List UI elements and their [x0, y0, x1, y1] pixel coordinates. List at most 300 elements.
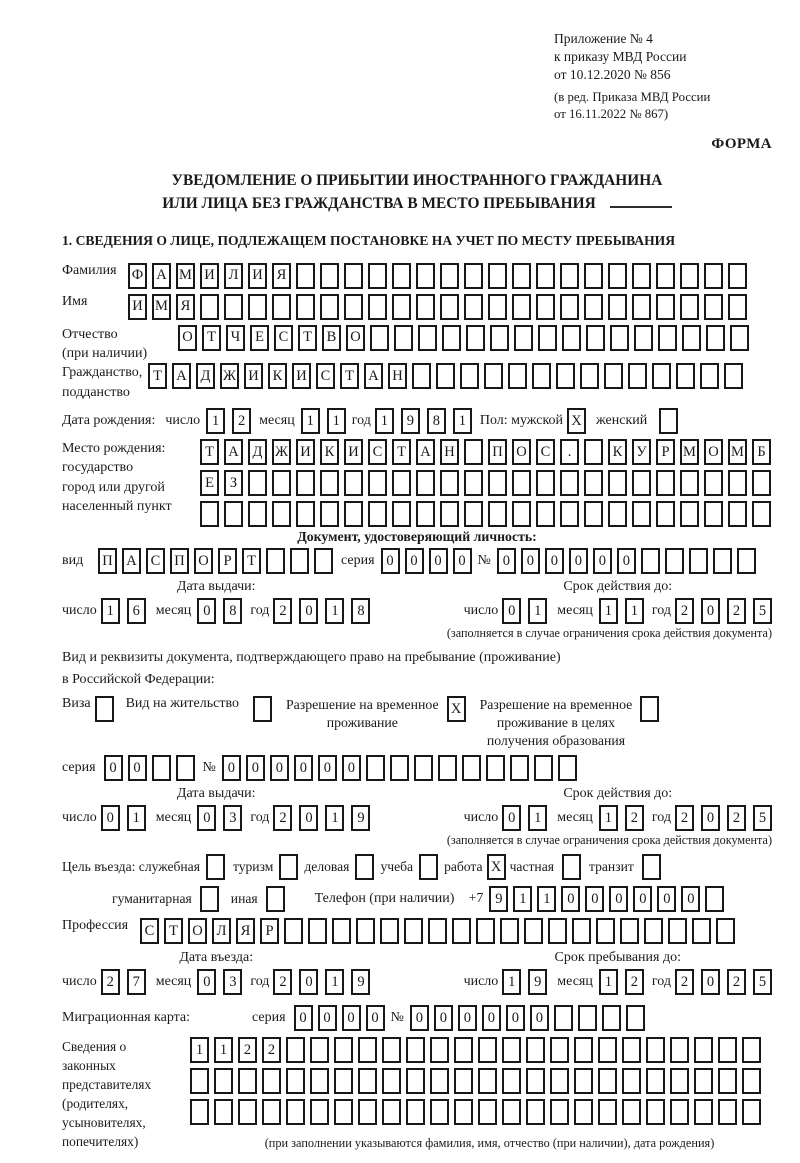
form-cell[interactable] — [460, 363, 479, 389]
form-cell[interactable] — [718, 1037, 737, 1063]
form-cell[interactable] — [682, 325, 701, 351]
form-cell[interactable] — [656, 470, 675, 496]
form-cell[interactable]: 0 — [270, 755, 289, 781]
form-cell[interactable] — [438, 755, 457, 781]
form-cell[interactable] — [464, 501, 483, 527]
form-cell[interactable] — [272, 501, 291, 527]
form-cell[interactable]: 0 — [128, 755, 147, 781]
form-cell[interactable] — [692, 918, 711, 944]
form-cell[interactable] — [224, 501, 243, 527]
form-cell[interactable]: 0 — [453, 548, 472, 574]
form-cell[interactable] — [634, 325, 653, 351]
form-cell[interactable] — [262, 1099, 281, 1125]
form-cell[interactable] — [462, 755, 481, 781]
form-cell[interactable] — [286, 1099, 305, 1125]
form-cell[interactable]: У — [632, 439, 651, 465]
form-cell[interactable] — [536, 470, 555, 496]
form-cell[interactable] — [466, 325, 485, 351]
purpose-tourism-checkbox-cell[interactable] — [279, 854, 298, 880]
form-cell[interactable] — [356, 918, 375, 944]
form-cell[interactable]: 2 — [727, 969, 746, 995]
form-cell[interactable] — [584, 501, 603, 527]
form-cell[interactable] — [296, 263, 315, 289]
form-cell[interactable] — [728, 294, 747, 320]
form-cell[interactable] — [752, 501, 771, 527]
form-cell[interactable] — [596, 918, 615, 944]
form-cell[interactable] — [394, 325, 413, 351]
form-cell[interactable] — [454, 1037, 473, 1063]
form-cell[interactable] — [488, 294, 507, 320]
form-cell[interactable]: 1 — [101, 598, 120, 624]
purpose-official-checkbox-cell[interactable] — [206, 854, 225, 880]
form-cell[interactable]: 0 — [561, 886, 580, 912]
form-cell[interactable] — [392, 470, 411, 496]
form-cell[interactable]: 1 — [375, 408, 394, 434]
form-cell[interactable] — [190, 1099, 209, 1125]
form-cell[interactable]: Т — [392, 439, 411, 465]
form-cell[interactable] — [646, 1037, 665, 1063]
form-cell[interactable]: 2 — [675, 969, 694, 995]
form-cell[interactable]: Ф — [128, 263, 147, 289]
form-cell[interactable]: А — [152, 263, 171, 289]
form-cell[interactable]: 0 — [381, 548, 400, 574]
form-cell[interactable] — [700, 363, 719, 389]
form-cell[interactable] — [296, 470, 315, 496]
form-cell[interactable] — [632, 263, 651, 289]
form-cell[interactable]: 2 — [101, 969, 120, 995]
form-cell[interactable]: О — [188, 918, 207, 944]
form-cell[interactable] — [538, 325, 557, 351]
form-cell[interactable]: Ж — [220, 363, 239, 389]
form-cell[interactable]: 2 — [675, 805, 694, 831]
form-cell[interactable]: Ж — [272, 439, 291, 465]
form-cell[interactable] — [694, 1037, 713, 1063]
form-cell[interactable] — [536, 501, 555, 527]
female-checkbox-cell[interactable] — [659, 408, 678, 434]
form-cell[interactable] — [694, 1068, 713, 1094]
form-cell[interactable] — [670, 1068, 689, 1094]
form-cell[interactable] — [176, 755, 195, 781]
form-cell[interactable] — [689, 548, 708, 574]
form-cell[interactable] — [608, 294, 627, 320]
form-cell[interactable]: 2 — [262, 1037, 281, 1063]
form-cell[interactable]: И — [292, 363, 311, 389]
purpose-study-checkbox-cell[interactable] — [419, 854, 438, 880]
form-cell[interactable] — [704, 263, 723, 289]
form-cell[interactable]: Я — [272, 263, 291, 289]
form-cell[interactable] — [646, 1099, 665, 1125]
form-cell[interactable] — [598, 1099, 617, 1125]
form-cell[interactable]: 0 — [530, 1005, 549, 1031]
form-cell[interactable]: 1 — [453, 408, 472, 434]
form-cell[interactable]: 9 — [489, 886, 508, 912]
form-cell[interactable]: И — [244, 363, 263, 389]
form-cell[interactable] — [380, 918, 399, 944]
form-cell[interactable] — [344, 263, 363, 289]
form-cell[interactable]: 0 — [197, 805, 216, 831]
form-cell[interactable] — [724, 363, 743, 389]
form-cell[interactable]: 0 — [246, 755, 265, 781]
purpose-private-checkbox-cell[interactable] — [562, 854, 581, 880]
purpose-business-checkbox-cell[interactable] — [355, 854, 374, 880]
form-cell[interactable]: С — [536, 439, 555, 465]
form-cell[interactable] — [430, 1037, 449, 1063]
form-cell[interactable] — [382, 1068, 401, 1094]
form-cell[interactable] — [598, 1037, 617, 1063]
form-cell[interactable] — [680, 263, 699, 289]
form-cell[interactable] — [152, 755, 171, 781]
form-cell[interactable]: 0 — [299, 969, 318, 995]
form-cell[interactable]: 8 — [351, 598, 370, 624]
form-cell[interactable] — [524, 918, 543, 944]
form-cell[interactable] — [320, 263, 339, 289]
form-cell[interactable]: 1 — [327, 408, 346, 434]
form-cell[interactable] — [488, 470, 507, 496]
form-cell[interactable] — [290, 548, 309, 574]
form-cell[interactable] — [514, 325, 533, 351]
form-cell[interactable] — [620, 918, 639, 944]
form-cell[interactable]: 0 — [101, 805, 120, 831]
form-cell[interactable] — [536, 294, 555, 320]
form-cell[interactable] — [676, 363, 695, 389]
form-cell[interactable]: А — [172, 363, 191, 389]
form-cell[interactable] — [266, 548, 285, 574]
form-cell[interactable] — [574, 1037, 593, 1063]
form-cell[interactable]: А — [224, 439, 243, 465]
form-cell[interactable] — [646, 1068, 665, 1094]
form-cell[interactable] — [428, 918, 447, 944]
form-cell[interactable]: 5 — [753, 598, 772, 624]
form-cell[interactable] — [680, 294, 699, 320]
form-cell[interactable] — [454, 1068, 473, 1094]
form-cell[interactable] — [558, 755, 577, 781]
form-cell[interactable] — [608, 501, 627, 527]
form-cell[interactable]: 1 — [214, 1037, 233, 1063]
form-cell[interactable]: 0 — [366, 1005, 385, 1031]
form-cell[interactable]: 1 — [528, 598, 547, 624]
form-cell[interactable]: 0 — [429, 548, 448, 574]
form-cell[interactable]: 0 — [410, 1005, 429, 1031]
form-cell[interactable]: 2 — [727, 805, 746, 831]
form-cell[interactable]: 1 — [528, 805, 547, 831]
form-cell[interactable]: 5 — [753, 969, 772, 995]
form-cell[interactable] — [200, 294, 219, 320]
form-cell[interactable]: 2 — [238, 1037, 257, 1063]
form-cell[interactable] — [440, 501, 459, 527]
form-cell[interactable]: 0 — [342, 755, 361, 781]
form-cell[interactable]: И — [344, 439, 363, 465]
form-cell[interactable]: 9 — [528, 969, 547, 995]
form-cell[interactable] — [404, 918, 423, 944]
form-cell[interactable] — [344, 294, 363, 320]
form-cell[interactable] — [562, 325, 581, 351]
form-cell[interactable] — [510, 755, 529, 781]
form-cell[interactable]: Д — [196, 363, 215, 389]
visa-checkbox-cell[interactable] — [95, 696, 114, 722]
form-cell[interactable]: Н — [388, 363, 407, 389]
form-cell[interactable] — [440, 470, 459, 496]
form-cell[interactable]: 0 — [701, 969, 720, 995]
form-cell[interactable] — [418, 325, 437, 351]
form-cell[interactable]: Т — [202, 325, 221, 351]
form-cell[interactable] — [580, 363, 599, 389]
form-cell[interactable] — [622, 1068, 641, 1094]
form-cell[interactable]: 0 — [701, 805, 720, 831]
form-cell[interactable]: 2 — [675, 598, 694, 624]
form-cell[interactable] — [716, 918, 735, 944]
form-cell[interactable] — [665, 548, 684, 574]
form-cell[interactable] — [560, 263, 579, 289]
form-cell[interactable] — [390, 755, 409, 781]
form-cell[interactable]: 6 — [127, 598, 146, 624]
form-cell[interactable] — [414, 755, 433, 781]
form-cell[interactable] — [406, 1037, 425, 1063]
form-cell[interactable]: 0 — [197, 598, 216, 624]
form-cell[interactable] — [484, 363, 503, 389]
purpose-transit-checkbox-cell[interactable] — [642, 854, 661, 880]
form-cell[interactable] — [610, 325, 629, 351]
purpose-work-checkbox-cell[interactable]: X — [487, 854, 506, 880]
form-cell[interactable]: К — [268, 363, 287, 389]
form-cell[interactable] — [430, 1099, 449, 1125]
form-cell[interactable] — [704, 501, 723, 527]
form-cell[interactable]: Р — [260, 918, 279, 944]
temporary-residence-education-checkbox-cell[interactable] — [640, 696, 659, 722]
form-cell[interactable] — [584, 470, 603, 496]
form-cell[interactable] — [584, 263, 603, 289]
form-cell[interactable]: 0 — [482, 1005, 501, 1031]
form-cell[interactable] — [248, 501, 267, 527]
form-cell[interactable] — [416, 470, 435, 496]
form-cell[interactable] — [488, 263, 507, 289]
form-cell[interactable] — [286, 1037, 305, 1063]
form-cell[interactable] — [644, 918, 663, 944]
form-cell[interactable] — [500, 918, 519, 944]
form-cell[interactable] — [604, 363, 623, 389]
form-cell[interactable]: 0 — [405, 548, 424, 574]
form-cell[interactable]: Е — [200, 470, 219, 496]
form-cell[interactable]: 8 — [427, 408, 446, 434]
form-cell[interactable]: 0 — [342, 1005, 361, 1031]
form-cell[interactable] — [334, 1037, 353, 1063]
form-cell[interactable] — [706, 325, 725, 351]
form-cell[interactable]: 0 — [104, 755, 123, 781]
residence-permit-checkbox-cell[interactable] — [253, 696, 272, 722]
form-cell[interactable]: М — [176, 263, 195, 289]
form-cell[interactable] — [622, 1037, 641, 1063]
form-cell[interactable] — [584, 439, 603, 465]
form-cell[interactable] — [586, 325, 605, 351]
form-cell[interactable] — [430, 1068, 449, 1094]
form-cell[interactable] — [320, 294, 339, 320]
form-cell[interactable]: А — [364, 363, 383, 389]
form-cell[interactable] — [478, 1099, 497, 1125]
form-cell[interactable] — [536, 263, 555, 289]
form-cell[interactable]: О — [512, 439, 531, 465]
form-cell[interactable] — [668, 918, 687, 944]
form-cell[interactable]: 0 — [222, 755, 241, 781]
form-cell[interactable] — [560, 501, 579, 527]
form-cell[interactable]: Л — [224, 263, 243, 289]
form-cell[interactable]: 1 — [127, 805, 146, 831]
form-cell[interactable] — [314, 548, 333, 574]
form-cell[interactable] — [370, 325, 389, 351]
form-cell[interactable] — [728, 501, 747, 527]
form-cell[interactable] — [320, 470, 339, 496]
form-cell[interactable] — [406, 1068, 425, 1094]
form-cell[interactable]: Б — [752, 439, 771, 465]
form-cell[interactable] — [464, 294, 483, 320]
form-cell[interactable]: 0 — [502, 805, 521, 831]
title-blank-underline[interactable] — [610, 194, 672, 208]
form-cell[interactable] — [718, 1068, 737, 1094]
form-cell[interactable] — [368, 501, 387, 527]
form-cell[interactable] — [512, 470, 531, 496]
form-cell[interactable] — [526, 1037, 545, 1063]
form-cell[interactable] — [464, 263, 483, 289]
form-cell[interactable] — [502, 1037, 521, 1063]
form-cell[interactable] — [658, 325, 677, 351]
form-cell[interactable]: 1 — [599, 598, 618, 624]
form-cell[interactable]: С — [274, 325, 293, 351]
form-cell[interactable]: И — [200, 263, 219, 289]
form-cell[interactable] — [526, 1068, 545, 1094]
purpose-humanitarian-checkbox-cell[interactable] — [200, 886, 219, 912]
form-cell[interactable]: 0 — [506, 1005, 525, 1031]
form-cell[interactable] — [344, 501, 363, 527]
form-cell[interactable] — [454, 1099, 473, 1125]
form-cell[interactable] — [284, 918, 303, 944]
form-cell[interactable]: С — [140, 918, 159, 944]
form-cell[interactable] — [574, 1099, 593, 1125]
form-cell[interactable] — [214, 1068, 233, 1094]
form-cell[interactable]: Д — [248, 439, 267, 465]
form-cell[interactable]: Е — [250, 325, 269, 351]
form-cell[interactable] — [334, 1099, 353, 1125]
form-cell[interactable] — [368, 470, 387, 496]
form-cell[interactable] — [296, 294, 315, 320]
form-cell[interactable]: Н — [440, 439, 459, 465]
form-cell[interactable]: 3 — [223, 969, 242, 995]
form-cell[interactable]: 1 — [325, 805, 344, 831]
form-cell[interactable]: 1 — [502, 969, 521, 995]
form-cell[interactable]: Т — [242, 548, 261, 574]
form-cell[interactable] — [632, 294, 651, 320]
form-cell[interactable] — [490, 325, 509, 351]
form-cell[interactable] — [224, 294, 243, 320]
form-cell[interactable] — [476, 918, 495, 944]
form-cell[interactable]: 1 — [325, 969, 344, 995]
form-cell[interactable]: О — [346, 325, 365, 351]
form-cell[interactable] — [742, 1068, 761, 1094]
form-cell[interactable]: 1 — [206, 408, 225, 434]
form-cell[interactable] — [478, 1037, 497, 1063]
form-cell[interactable] — [656, 263, 675, 289]
form-cell[interactable]: М — [728, 439, 747, 465]
form-cell[interactable]: В — [322, 325, 341, 351]
form-cell[interactable]: 1 — [599, 805, 618, 831]
form-cell[interactable]: Т — [148, 363, 167, 389]
form-cell[interactable]: 0 — [545, 548, 564, 574]
form-cell[interactable] — [334, 1068, 353, 1094]
form-cell[interactable]: С — [146, 548, 165, 574]
form-cell[interactable] — [512, 294, 531, 320]
form-cell[interactable]: 2 — [625, 805, 644, 831]
form-cell[interactable] — [704, 294, 723, 320]
form-cell[interactable]: П — [170, 548, 189, 574]
form-cell[interactable] — [320, 501, 339, 527]
form-cell[interactable]: 0 — [585, 886, 604, 912]
form-cell[interactable] — [214, 1099, 233, 1125]
form-cell[interactable]: З — [224, 470, 243, 496]
form-cell[interactable]: И — [296, 439, 315, 465]
form-cell[interactable]: 0 — [657, 886, 676, 912]
form-cell[interactable] — [286, 1068, 305, 1094]
form-cell[interactable] — [718, 1099, 737, 1125]
form-cell[interactable] — [572, 918, 591, 944]
form-cell[interactable] — [608, 470, 627, 496]
form-cell[interactable] — [200, 501, 219, 527]
form-cell[interactable] — [358, 1037, 377, 1063]
form-cell[interactable] — [406, 1099, 425, 1125]
form-cell[interactable]: 1 — [325, 598, 344, 624]
form-cell[interactable]: 0 — [701, 598, 720, 624]
form-cell[interactable] — [440, 294, 459, 320]
form-cell[interactable] — [332, 918, 351, 944]
form-cell[interactable] — [416, 294, 435, 320]
form-cell[interactable] — [608, 263, 627, 289]
form-cell[interactable]: 0 — [318, 1005, 337, 1031]
form-cell[interactable]: 2 — [273, 805, 292, 831]
form-cell[interactable] — [262, 1068, 281, 1094]
form-cell[interactable] — [704, 470, 723, 496]
form-cell[interactable] — [478, 1068, 497, 1094]
form-cell[interactable] — [641, 548, 660, 574]
form-cell[interactable] — [368, 263, 387, 289]
form-cell[interactable] — [626, 1005, 645, 1031]
male-checkbox-cell[interactable]: X — [567, 408, 586, 434]
form-cell[interactable]: 0 — [458, 1005, 477, 1031]
form-cell[interactable]: 9 — [401, 408, 420, 434]
form-cell[interactable]: 2 — [273, 598, 292, 624]
form-cell[interactable]: С — [368, 439, 387, 465]
form-cell[interactable]: М — [680, 439, 699, 465]
form-cell[interactable] — [628, 363, 647, 389]
form-cell[interactable]: Л — [212, 918, 231, 944]
form-cell[interactable] — [670, 1099, 689, 1125]
form-cell[interactable]: 9 — [351, 805, 370, 831]
form-cell[interactable] — [344, 470, 363, 496]
form-cell[interactable] — [452, 918, 471, 944]
form-cell[interactable] — [296, 501, 315, 527]
form-cell[interactable] — [416, 263, 435, 289]
form-cell[interactable] — [508, 363, 527, 389]
temporary-residence-checkbox-cell[interactable]: X — [447, 696, 466, 722]
form-cell[interactable]: 5 — [753, 805, 772, 831]
form-cell[interactable]: 1 — [513, 886, 532, 912]
form-cell[interactable] — [742, 1099, 761, 1125]
form-cell[interactable]: А — [122, 548, 141, 574]
form-cell[interactable]: 2 — [273, 969, 292, 995]
form-cell[interactable]: 1 — [599, 969, 618, 995]
form-cell[interactable] — [680, 470, 699, 496]
form-cell[interactable]: 0 — [681, 886, 700, 912]
form-cell[interactable] — [464, 470, 483, 496]
form-cell[interactable]: 0 — [299, 598, 318, 624]
form-cell[interactable] — [554, 1005, 573, 1031]
form-cell[interactable] — [652, 363, 671, 389]
form-cell[interactable]: 0 — [294, 1005, 313, 1031]
